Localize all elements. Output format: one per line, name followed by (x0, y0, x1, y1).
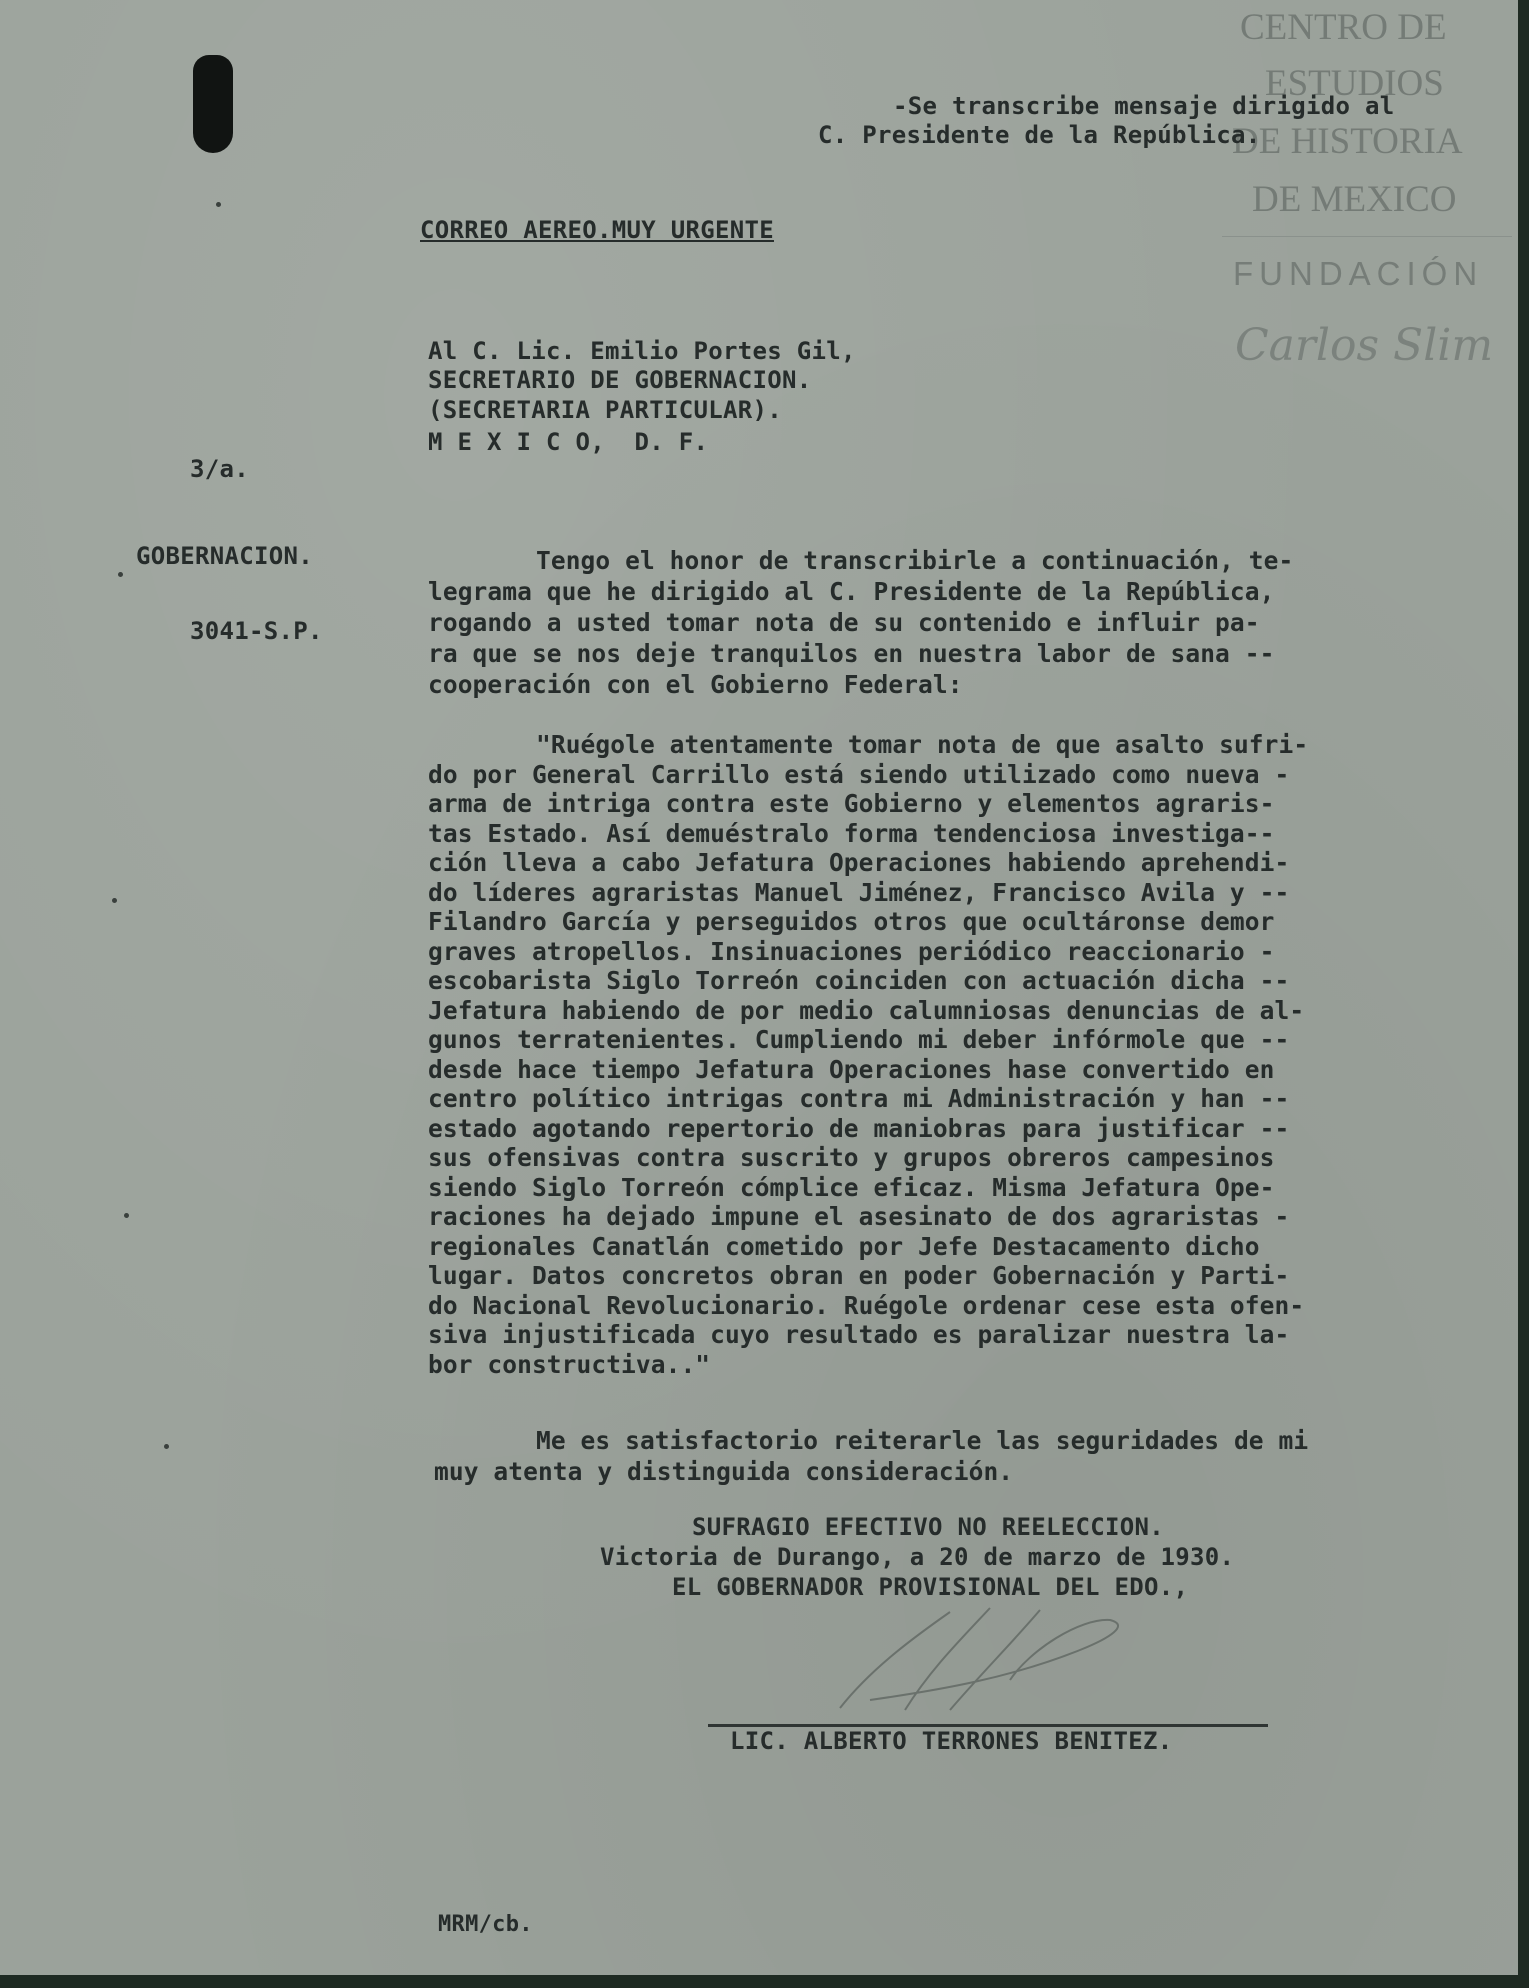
telegram-line: Jefatura habiendo de por medio calumniosas denuncias de al- (428, 996, 1305, 1025)
watermark-line3: DE HISTORIA (1232, 121, 1463, 162)
telegram-line: gunos terratenientes. Cumpliendo mi deber infórmole que -- (428, 1025, 1290, 1054)
signer-name: LIC. ALBERTO TERRONES BENITEZ. (730, 1727, 1173, 1755)
telegram-line: arma de intriga contra este Gobierno y elementos agraris- (428, 789, 1275, 818)
telegram-line: siva injustificada cuyo resultado es paralizar nuestra la- (428, 1320, 1290, 1349)
watermark-line2: ESTUDIOS (1265, 63, 1444, 104)
addressee-line4: M E X I C O, D. F. (428, 428, 709, 456)
intro-line: cooperación con el Gobierno Federal: (428, 670, 963, 699)
telegram-line: desde hace tiempo Jefatura Operaciones hase convertido en (428, 1055, 1275, 1084)
telegram-line: ción lleva a cabo Jefatura Operaciones habiendo aprehendi- (428, 848, 1290, 877)
intro-line: Tengo el honor de transcribirle a continuación, te- (536, 546, 1294, 575)
motto: SUFRAGIO EFECTIVO NO REELECCION. (692, 1513, 1164, 1541)
signer-title: EL GOBERNADOR PROVISIONAL DEL EDO., (672, 1573, 1189, 1601)
telegram-line: lugar. Datos concretos obran en poder Gobernación y Parti- (428, 1261, 1290, 1290)
margin-ref-dept: GOBERNACION. (136, 542, 313, 570)
addressee-line1: Al C. Lic. Emilio Portes Gil, (428, 337, 856, 365)
margin-ref-number: 3/a. (190, 455, 249, 483)
header-note-line2: C. Presidente de la República. (818, 121, 1261, 149)
telegram-line: tas Estado. Así demuéstralo forma tendenciosa investiga-- (428, 819, 1275, 848)
telegram-line: raciones ha dejado impune el asesinato de dos agraristas - (428, 1202, 1290, 1231)
watermark-line1: CENTRO DE (1240, 7, 1447, 48)
watermark-signature: Carlos Slim (1235, 320, 1494, 371)
telegram-line: do líderes agraristas Manuel Jiménez, Francisco Avila y -- (428, 878, 1290, 907)
closing-line: Me es satisfactorio reiterarle las seguridades de mi (536, 1426, 1309, 1455)
addressee-line2: SECRETARIO DE GOBERNACION. (428, 366, 812, 394)
speck (216, 202, 221, 207)
watermark-line4: DE MEXICO (1252, 179, 1457, 220)
margin-ref-file: 3041-S.P. (190, 617, 323, 645)
closing-line: muy atenta y distinguida consideración. (434, 1457, 1014, 1486)
speck (164, 1444, 169, 1449)
telegram-line: graves atropellos. Insinuaciones periódico reaccionario - (428, 937, 1275, 966)
telegram-line: bor constructiva.." (428, 1350, 711, 1379)
place-date: Victoria de Durango, a 20 de marzo de 1930. (600, 1543, 1235, 1571)
speck (124, 1213, 129, 1218)
header-note-line1: -Se transcribe mensaje dirigido al (893, 92, 1395, 120)
speck (112, 898, 117, 903)
telegram-line: escobarista Siglo Torreón coinciden con actuación dicha -- (428, 966, 1290, 995)
mail-type: CORREO AEREO.MUY URGENTE (420, 216, 774, 244)
intro-line: legrama que he dirigido al C. Presidente de la República, (428, 577, 1275, 606)
telegram-line: siendo Siglo Torreón cómplice eficaz. Misma Jefatura Ope- (428, 1173, 1275, 1202)
hole-punch (193, 55, 233, 153)
telegram-line: regionales Canatlán cometido por Jefe Destacamento dicho (428, 1232, 1260, 1261)
addressee-line3: (SECRETARIA PARTICULAR). (428, 396, 782, 424)
intro-line: ra que se nos deje tranquilos en nuestra labor de sana -- (428, 639, 1275, 668)
telegram-line: Filandro García y perseguidos otros que ocultáronse demor (428, 907, 1275, 936)
telegram-line: "Ruégole atentamente tomar nota de que asalto sufri- (536, 730, 1309, 759)
watermark-fundacion: FUNDACIÓN (1233, 255, 1484, 292)
typist-initials: MRM/cb. (438, 1912, 533, 1937)
speck (118, 572, 123, 577)
telegram-line: sus ofensivas contra suscrito y grupos obreros campesinos (428, 1143, 1275, 1172)
watermark-rule (1222, 236, 1512, 237)
telegram-line: do por General Carrillo está siendo utilizado como nueva - (428, 760, 1290, 789)
telegram-line: estado agotando repertorio de maniobras para justificar -- (428, 1114, 1290, 1143)
telegram-line: centro político intrigas contra mi Administración y han -- (428, 1084, 1290, 1113)
intro-line: rogando a usted tomar nota de su contenido e influir pa- (428, 608, 1260, 637)
handwritten-signature (810, 1590, 1170, 1730)
telegram-line: do Nacional Revolucionario. Ruégole ordenar cese esta ofen- (428, 1291, 1305, 1320)
